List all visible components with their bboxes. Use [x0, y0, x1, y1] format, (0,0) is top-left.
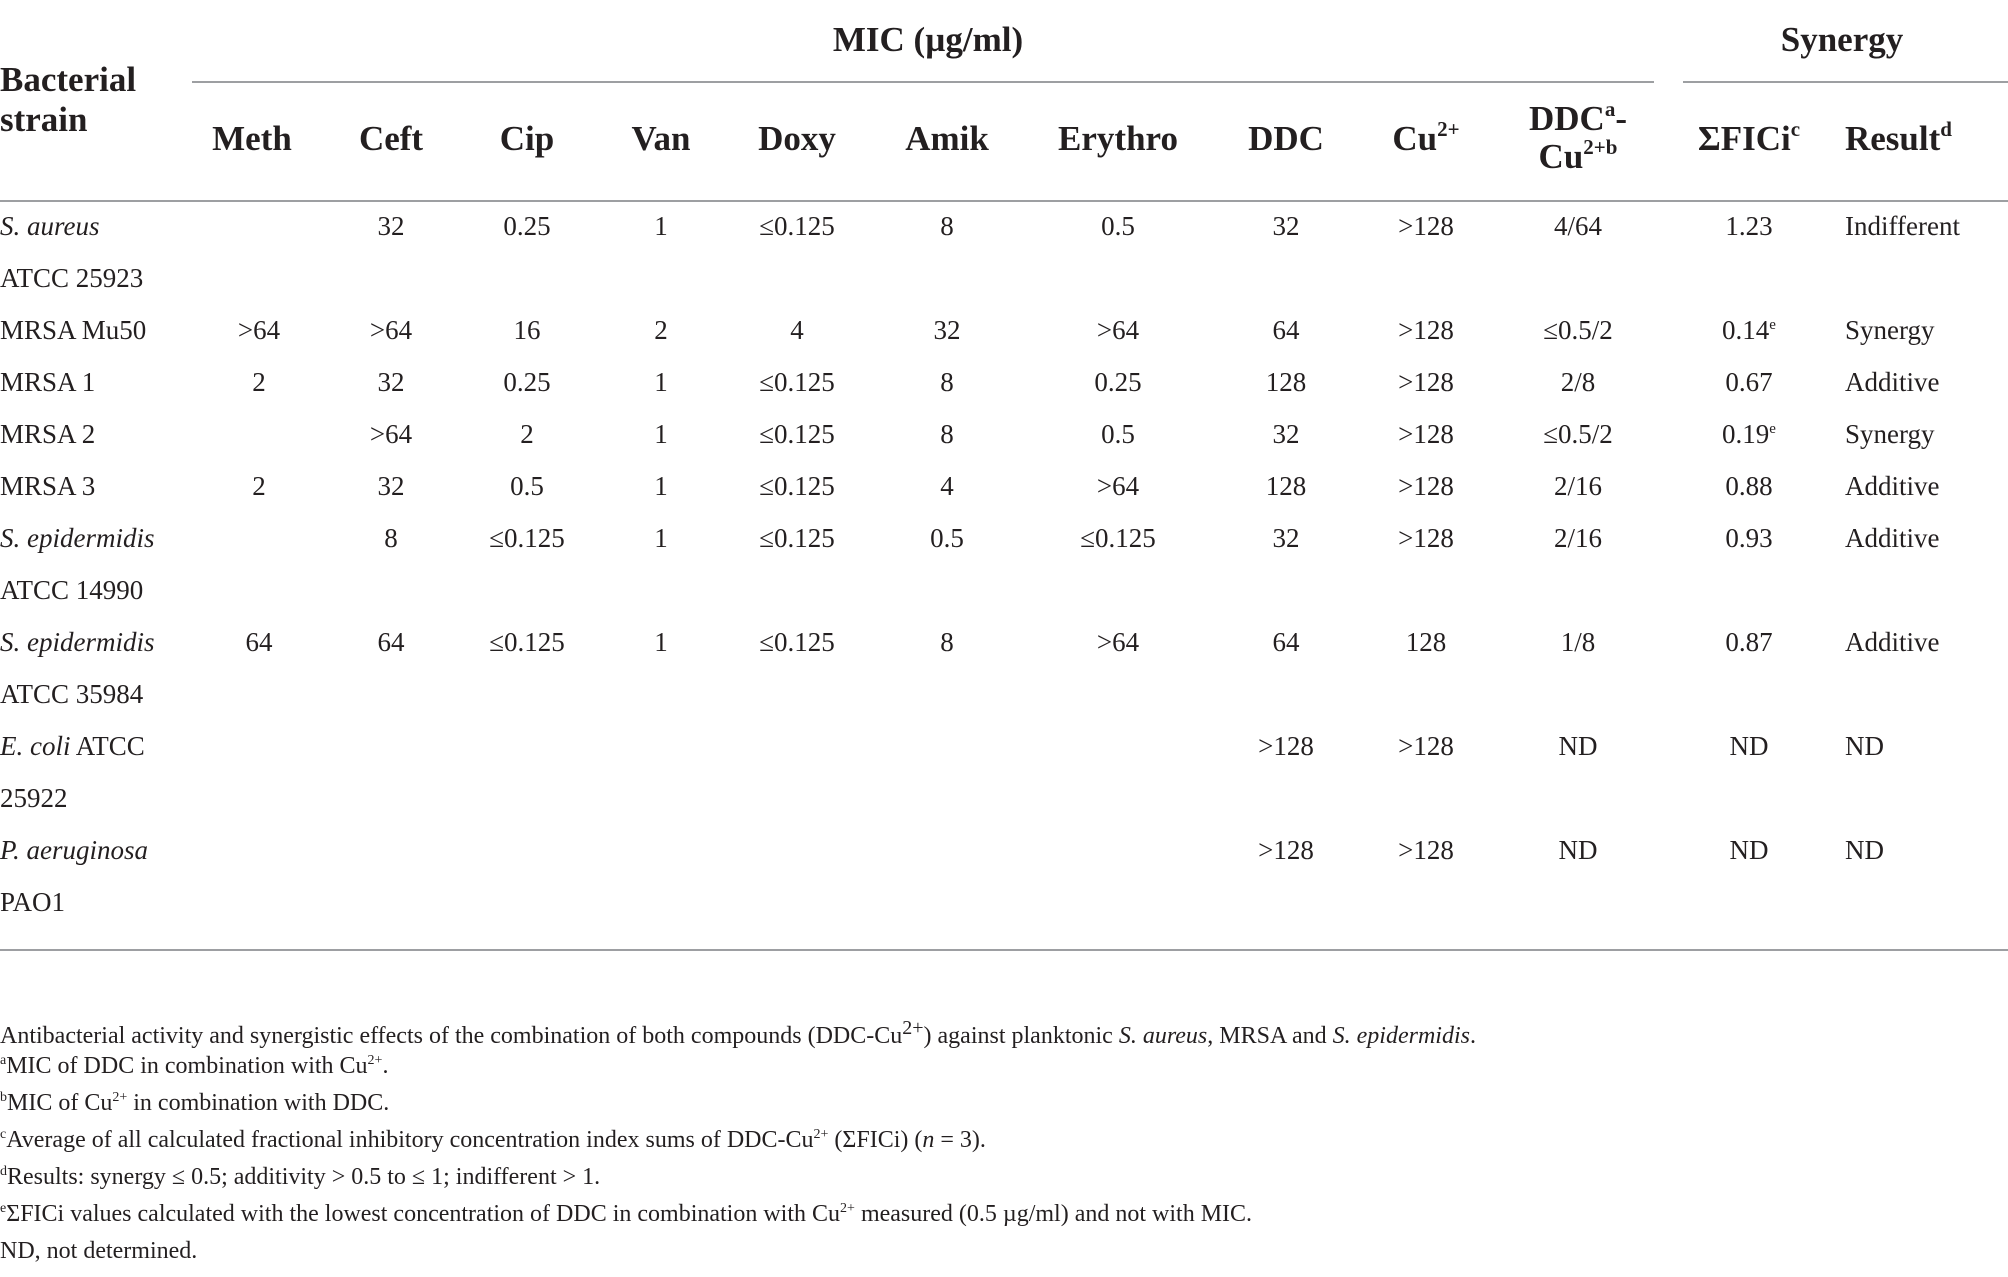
header-bacterial-strain-line2: strain	[0, 100, 88, 139]
strain-name-rest: MRSA 2	[0, 419, 96, 449]
strain-name-rest: MRSA 3	[0, 471, 96, 501]
footnote-mark: c	[0, 1127, 7, 1142]
cell-combo	[1561, 626, 1596, 658]
cell-van	[654, 366, 668, 398]
cell-amik	[940, 418, 954, 450]
header-bottom-rule	[0, 200, 2008, 202]
cell-combo-value: ≤0.5/2	[1543, 419, 1613, 449]
cell-combo-value: 2/16	[1553, 471, 1603, 501]
cell-van-value: 1	[654, 419, 668, 449]
cell-cu	[1406, 626, 1447, 658]
header-result-sup: d	[1940, 117, 1952, 141]
strain-name-line2: ATCC 14990	[0, 575, 144, 605]
cell-cip-value: 16	[513, 315, 541, 345]
header-fici-sup: c	[1790, 117, 1801, 141]
strain-name-line2: ATCC 25923	[0, 263, 144, 293]
cell-cu-value: >128	[1398, 835, 1454, 865]
synergy-group-rule	[1683, 81, 2008, 83]
cell-cip-value: ≤0.125	[489, 627, 565, 657]
cell-ddc-value: 32	[1272, 211, 1300, 241]
cell-amik-value: 8	[940, 627, 954, 657]
cell-doxy-value: ≤0.125	[759, 419, 835, 449]
cell-ddc-value: >128	[1258, 835, 1314, 865]
strain-name-rest: ATCC	[70, 731, 145, 761]
cell-cip-value: 2	[520, 419, 534, 449]
footnote-text: in combination with DDC.	[127, 1090, 390, 1116]
strain-name	[0, 418, 95, 450]
header-doxy: Doxy	[758, 119, 836, 158]
cell-fici-value: ND	[1729, 835, 1769, 865]
cell-combo-value: ≤0.5/2	[1543, 315, 1613, 345]
cell-van-value: 1	[654, 367, 668, 397]
cell-combo	[1543, 418, 1613, 450]
cell-amik-value: 8	[940, 419, 954, 449]
caption-sup: 2+	[902, 1017, 924, 1039]
footnote-text: = 3).	[934, 1127, 986, 1153]
cell-cip-value: ≤0.125	[489, 523, 565, 553]
cell-combo	[1543, 314, 1613, 346]
cell-fici	[1725, 210, 1772, 242]
footnote-sup: 2+	[367, 1053, 383, 1068]
footnote-e	[0, 1199, 1252, 1229]
cell-van-value: 1	[654, 523, 668, 553]
strain-name-rest: MRSA 1	[0, 367, 96, 397]
cell-cu	[1398, 210, 1454, 242]
strain-name-italic: P. aeruginosa	[0, 835, 149, 865]
cell-ceft	[384, 522, 398, 554]
header-van: Van	[631, 119, 691, 158]
strain-name	[0, 210, 100, 242]
footnote-text: Results: synergy ≤ 0.5; additivity > 0.5 to ≤ 1; indifferent > 1.	[7, 1164, 601, 1190]
cell-cu	[1398, 834, 1454, 866]
header-combo-ddc: DDC	[1529, 99, 1605, 138]
footnote-mark: e	[0, 1201, 7, 1216]
cell-amik	[930, 522, 964, 554]
cell-fici-footnote-mark: e	[1769, 421, 1776, 437]
cell-combo-value: 1/8	[1560, 627, 1596, 657]
footnote-italic: n	[922, 1127, 935, 1153]
cell-van	[654, 626, 668, 658]
header-combo-sup-a: a	[1604, 97, 1616, 121]
footnote-c	[0, 1125, 986, 1155]
cell-meth-value: 2	[252, 367, 266, 397]
cell-amik	[940, 470, 954, 502]
cell-doxy-value: ≤0.125	[759, 211, 835, 241]
cell-ddc	[1258, 834, 1314, 866]
cell-amik	[934, 314, 961, 346]
cell-meth	[238, 314, 280, 346]
cell-ceft	[370, 314, 412, 346]
footnote-d	[0, 1162, 600, 1192]
cell-erythro	[1101, 210, 1135, 242]
cell-cu-value: >128	[1398, 471, 1454, 501]
cell-doxy	[759, 418, 835, 450]
footnote-text: measured (0.5 µg/ml) and not with MIC.	[854, 1201, 1253, 1227]
cell-cu-value: >128	[1398, 315, 1454, 345]
header-result-base: Result	[1845, 119, 1941, 158]
header-fici-base: ΣFICi	[1697, 119, 1791, 158]
header-combo-line1	[1529, 97, 1627, 138]
cell-fici-value: 0.19	[1722, 419, 1770, 449]
cell-cu-value: >128	[1398, 731, 1454, 761]
header-ddc-cu-combo	[1529, 97, 1627, 176]
cell-erythro	[1094, 366, 1141, 398]
cell-erythro	[1080, 522, 1156, 554]
cell-cip	[489, 626, 565, 658]
cell-ceft	[378, 626, 405, 658]
caption-italic: S. aureus	[1118, 1023, 1208, 1049]
cell-result: Synergy	[1845, 315, 1935, 345]
header-combo-cu: Cu	[1538, 137, 1584, 176]
cell-fici	[1722, 314, 1776, 346]
header-cu-sup: 2+	[1437, 117, 1460, 141]
cell-result: Synergy	[1845, 419, 1935, 449]
cell-cu	[1398, 470, 1454, 502]
cell-result: Additive	[1845, 627, 1940, 657]
cell-result: ND	[1845, 731, 1884, 761]
cell-cip	[514, 314, 541, 346]
header-cip: Cip	[499, 119, 555, 158]
footnote-text: .	[382, 1053, 389, 1079]
cell-ceft	[378, 366, 405, 398]
cell-fici	[1722, 418, 1776, 450]
cell-erythro	[1101, 418, 1135, 450]
cell-van	[654, 522, 668, 554]
footnote-mark: a	[0, 1053, 7, 1068]
cell-cu	[1398, 314, 1454, 346]
footnote-nd: ND, not determined.	[0, 1238, 198, 1264]
cell-van-value: 2	[654, 315, 668, 345]
header-combo-sup-b: 2+b	[1583, 135, 1618, 159]
header-ddc: DDC	[1248, 119, 1324, 158]
cell-cip-value: 0.25	[503, 211, 551, 241]
strain-name-italic: S. epidermidis	[0, 523, 155, 553]
header-cu	[1392, 119, 1459, 159]
strain-name-italic: S. aureus	[0, 211, 100, 241]
cell-doxy	[759, 470, 835, 502]
cell-ddc-value: 128	[1265, 367, 1307, 397]
cell-ceft	[378, 210, 405, 242]
strain-name-line2: ATCC 35984	[0, 679, 144, 709]
strain-name	[0, 366, 95, 398]
cell-ceft-value: 8	[384, 523, 398, 553]
cell-cu	[1398, 366, 1454, 398]
table-bottom-rule	[0, 949, 2008, 951]
cell-van-value: 1	[654, 211, 668, 241]
cell-result: Additive	[1845, 523, 1940, 553]
cell-combo	[1561, 366, 1596, 398]
cell-fici	[1725, 522, 1772, 554]
cell-amik	[940, 366, 954, 398]
strain-name	[0, 626, 155, 658]
cell-ddc-value: 32	[1272, 419, 1300, 449]
cell-fici	[1730, 834, 1769, 866]
cell-doxy	[759, 626, 835, 658]
cell-doxy-value: ≤0.125	[759, 471, 835, 501]
strain-name-italic: E. coli	[0, 731, 71, 761]
cell-fici-value: 0.93	[1725, 523, 1773, 553]
strain-name-line2: 25922	[0, 783, 68, 813]
cell-ddc-value: >128	[1258, 731, 1314, 761]
cell-cip	[520, 418, 534, 450]
footnote-text: ΣFICi values calculated with the lowest concentration of DDC in combination with Cu	[6, 1201, 841, 1227]
cell-erythro-value: 0.25	[1094, 367, 1142, 397]
cell-fici-footnote-mark: e	[1769, 317, 1776, 333]
cell-amik	[940, 626, 954, 658]
header-group-synergy: Synergy	[1780, 20, 1904, 59]
cell-erythro-value: ≤0.125	[1080, 523, 1156, 553]
cell-combo-value: ND	[1558, 835, 1598, 865]
cell-meth	[252, 366, 266, 398]
cell-cip	[510, 470, 544, 502]
cell-amik-value: 32	[933, 315, 961, 345]
strain-name	[0, 314, 146, 346]
cell-fici-value: 0.14	[1722, 315, 1770, 345]
footnote-a	[0, 1051, 388, 1081]
cell-van	[654, 210, 668, 242]
header-meth: Meth	[212, 119, 292, 158]
footnote-mark: b	[0, 1090, 7, 1105]
cell-combo-value: 2/8	[1560, 367, 1596, 397]
cell-amik-value: 8	[940, 211, 954, 241]
cell-meth	[246, 626, 273, 658]
cell-fici	[1730, 730, 1769, 762]
footnote-sup: 2+	[813, 1127, 829, 1142]
cell-fici-value: 1.23	[1725, 211, 1773, 241]
strain-name-rest: MRSA Mu50	[0, 315, 147, 345]
cell-van-value: 1	[654, 471, 668, 501]
strain-name	[0, 470, 95, 502]
cell-erythro-value: >64	[1096, 471, 1140, 501]
cell-doxy-value: ≤0.125	[759, 523, 835, 553]
cell-erythro	[1097, 470, 1139, 502]
mic-group-rule	[192, 81, 1654, 83]
cell-cip-value: 0.5	[510, 471, 544, 501]
header-result	[1845, 119, 1952, 159]
strain-name-line2: PAO1	[0, 887, 66, 917]
cell-ceft-value: 32	[377, 367, 405, 397]
cell-cip-value: 0.25	[503, 367, 551, 397]
cell-doxy-value: 4	[790, 315, 804, 345]
cell-ddc	[1273, 522, 1300, 554]
cell-fici	[1725, 366, 1772, 398]
header-fici	[1698, 119, 1800, 159]
cell-fici-value: 0.87	[1725, 627, 1773, 657]
cell-ceft-value: 32	[377, 471, 405, 501]
footnote-text: MIC of DDC in combination with Cu	[6, 1053, 368, 1079]
cell-erythro	[1097, 314, 1139, 346]
cell-amik-value: 8	[940, 367, 954, 397]
cell-cu-value: 128	[1405, 627, 1447, 657]
strain-name	[0, 834, 148, 866]
cell-fici	[1725, 470, 1772, 502]
cell-cu	[1398, 522, 1454, 554]
cell-fici-value: ND	[1729, 731, 1769, 761]
footnote-b	[0, 1088, 389, 1118]
cell-cu-value: >128	[1398, 419, 1454, 449]
cell-combo-value: 2/16	[1553, 523, 1603, 553]
cell-combo	[1559, 834, 1598, 866]
cell-fici	[1725, 626, 1772, 658]
cell-cu-value: >128	[1398, 367, 1454, 397]
cell-ddc	[1273, 626, 1300, 658]
cell-doxy	[759, 522, 835, 554]
cell-ddc	[1258, 730, 1314, 762]
cell-erythro-value: 0.5	[1101, 211, 1135, 241]
cell-meth-value: 2	[252, 471, 266, 501]
header-cu-base: Cu	[1392, 119, 1438, 158]
header-ceft: Ceft	[358, 119, 424, 158]
cell-doxy-value: ≤0.125	[759, 367, 835, 397]
cell-ddc	[1273, 418, 1300, 450]
cell-combo-value: ND	[1558, 731, 1598, 761]
cell-van	[654, 418, 668, 450]
cell-cu	[1398, 418, 1454, 450]
cell-meth-value: >64	[237, 315, 281, 345]
cell-ceft-value: 64	[377, 627, 405, 657]
cell-ddc-value: 128	[1265, 471, 1307, 501]
cell-erythro-value: >64	[1096, 627, 1140, 657]
cell-ceft	[378, 470, 405, 502]
cell-doxy	[759, 210, 835, 242]
caption-part: Antibacterial activity and synergistic effects of the combination of both compounds (DDC-Cu	[0, 1023, 903, 1049]
cell-meth	[252, 470, 266, 502]
table-caption	[0, 1013, 1476, 1051]
cell-van	[654, 314, 668, 346]
cell-combo	[1554, 522, 1602, 554]
strain-name-italic: S. epidermidis	[0, 627, 155, 657]
cell-result: Additive	[1845, 471, 1940, 501]
cell-ddc	[1266, 470, 1307, 502]
caption-part: , MRSA and	[1207, 1023, 1333, 1049]
caption-part: .	[1469, 1023, 1476, 1049]
cell-fici-value: 0.88	[1725, 471, 1773, 501]
header-combo-line2	[1529, 135, 1627, 176]
cell-combo	[1559, 730, 1598, 762]
header-bacterial-strain-line1: Bacterial	[0, 60, 137, 99]
footnote-text: MIC of Cu	[7, 1090, 113, 1116]
cell-combo	[1554, 210, 1602, 242]
cell-meth-value: 64	[245, 627, 273, 657]
cell-ddc	[1273, 210, 1300, 242]
header-combo-dash: -	[1615, 99, 1627, 138]
caption-italic: S. epidermidis	[1332, 1023, 1470, 1049]
strain-name	[0, 522, 155, 554]
cell-cu	[1398, 730, 1454, 762]
cell-cip	[503, 210, 550, 242]
cell-doxy	[759, 366, 835, 398]
cell-cu-value: >128	[1398, 523, 1454, 553]
cell-amik-value: 4	[940, 471, 954, 501]
header-group-mic: MIC (µg/ml)	[832, 20, 1024, 59]
cell-van	[654, 470, 668, 502]
cell-ddc	[1266, 366, 1307, 398]
cell-fici-value: 0.67	[1725, 367, 1773, 397]
cell-ddc-value: 32	[1272, 523, 1300, 553]
cell-erythro-value: >64	[1096, 315, 1140, 345]
cell-combo	[1554, 470, 1602, 502]
cell-ddc-value: 64	[1272, 627, 1300, 657]
header-erythro: Erythro	[1058, 119, 1178, 158]
header-bacterial-strain	[0, 60, 136, 140]
cell-doxy-value: ≤0.125	[759, 627, 835, 657]
cell-ceft-value: 32	[377, 211, 405, 241]
cell-amik-value: 0.5	[930, 523, 964, 553]
header-amik: Amik	[905, 119, 989, 158]
cell-result: Additive	[1845, 367, 1940, 397]
cell-ceft-value: >64	[369, 419, 413, 449]
strain-name	[0, 730, 145, 762]
footnote-sup: 2+	[112, 1090, 128, 1105]
cell-ddc-value: 64	[1272, 315, 1300, 345]
cell-result: ND	[1845, 835, 1884, 865]
cell-ddc	[1273, 314, 1300, 346]
cell-erythro-value: 0.5	[1101, 419, 1135, 449]
cell-doxy	[790, 314, 804, 346]
cell-combo-value: 4/64	[1553, 211, 1603, 241]
cell-van-value: 1	[654, 627, 668, 657]
caption-part: ) against planktonic	[923, 1023, 1119, 1049]
footnote-text: (ΣFICi) (	[828, 1127, 923, 1153]
cell-cu-value: >128	[1398, 211, 1454, 241]
cell-amik	[940, 210, 954, 242]
cell-result: Indifferent	[1845, 211, 1960, 241]
cell-cip	[503, 366, 550, 398]
cell-cip	[489, 522, 565, 554]
cell-erythro	[1097, 626, 1139, 658]
footnote-mark: d	[0, 1164, 7, 1179]
footnote-text: Average of all calculated fractional inhibitory concentration index sums of DDC-Cu	[6, 1127, 814, 1153]
cell-ceft	[370, 418, 412, 450]
cell-ceft-value: >64	[369, 315, 413, 345]
footnote-sup: 2+	[840, 1201, 855, 1216]
